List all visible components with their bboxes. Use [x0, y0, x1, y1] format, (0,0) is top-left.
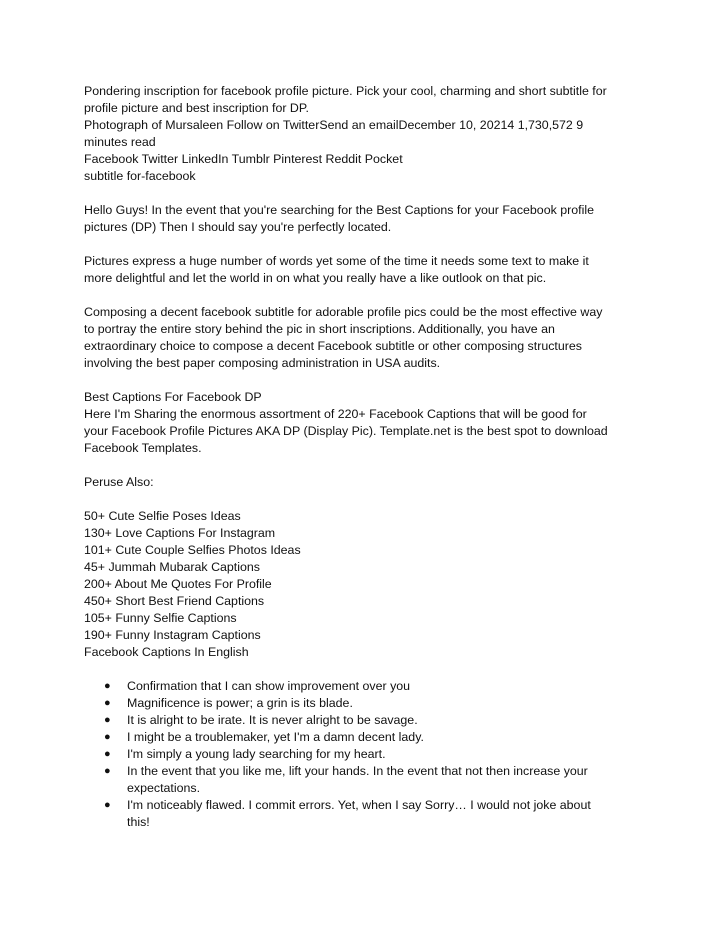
paragraph-line: your Facebook Profile Pictures AKA DP (Display Pic). Template.net is the best spot to download [84, 424, 608, 438]
paragraph-pictures [84, 253, 644, 287]
bullet-item [84, 763, 644, 797]
intro-line: Pondering inscription for facebook profile picture. Pick your cool, charming and short subtitle for [84, 84, 607, 98]
paragraph-composing [84, 304, 644, 372]
related-link: 450+ Short Best Friend Captions [84, 594, 265, 608]
paragraph-gap [84, 457, 644, 474]
related-link: 101+ Cute Couple Selfies Photos Ideas [84, 543, 301, 557]
peruse-also-heading-block [84, 474, 644, 491]
bullet-text: I'm noticeably flawed. I commit errors. Yet, when I say Sorry… I would not joke about [127, 798, 591, 812]
related-link: Facebook Captions In English [84, 645, 249, 659]
intro-line: subtitle for-facebook [84, 169, 196, 183]
bullet-icon: ● [104, 731, 111, 743]
paragraph-line: Hello Guys! In the event that you're searching for the Best Captions for your Facebook profile [84, 203, 594, 217]
paragraph-line: Pictures express a huge number of words yet some of the time it needs some text to make it [84, 254, 589, 268]
intro-line: profile picture and best inscription for DP. [84, 101, 309, 115]
bullet-item [84, 712, 644, 729]
document-page [84, 83, 644, 831]
bullet-text: Confirmation that I can show improvement over you [127, 679, 411, 693]
intro-line: Facebook Twitter LinkedIn Tumblr Pinterest Reddit Pocket [84, 152, 403, 166]
paragraph-line: extraordinary choice to compose a decent Facebook subtitle or other composing structures [84, 339, 582, 353]
bullet-icon: ● [104, 697, 111, 709]
bullet-item [84, 678, 644, 695]
paragraph-line: more delightful and let the world in on what you really have a like outlook on that pic. [84, 271, 547, 285]
paragraph-gap [84, 185, 644, 202]
related-link: 130+ Love Captions For Instagram [84, 526, 276, 540]
bullet-text-continued: this! [127, 815, 150, 829]
paragraph-gap [84, 236, 644, 253]
paragraph-line: Composing a decent facebook subtitle for adorable profile pics could be the most effective way [84, 305, 603, 319]
bullet-text: I might be a troublemaker, yet I'm a damn decent lady. [127, 730, 424, 744]
paragraph-best-captions [84, 389, 644, 457]
section-heading: Best Captions For Facebook DP [84, 390, 262, 404]
intro-line: Photograph of Mursaleen Follow on TwitterSend an emailDecember 10, 20214 1,730,572 9 [84, 118, 584, 132]
paragraph-gap [84, 287, 644, 304]
caption-bullet-list [84, 678, 644, 831]
bullet-text-continued: expectations. [127, 781, 201, 795]
intro-line: minutes read [84, 135, 156, 149]
bullet-item [84, 729, 644, 746]
bullet-icon: ● [104, 714, 111, 726]
paragraph-gap [84, 372, 644, 389]
bullet-text: In the event that you like me, lift your hands. In the event that not then increase your [127, 764, 588, 778]
paragraph-line: Here I'm Sharing the enormous assortment of 220+ Facebook Captions that will be good for [84, 407, 587, 421]
paragraph-line: Facebook Templates. [84, 441, 202, 455]
paragraph-line: to portray the entire story behind the pic in short inscriptions. Additionally, you have an [84, 322, 555, 336]
bullet-item [84, 797, 644, 831]
bullet-icon: ● [104, 748, 111, 760]
related-link: 200+ About Me Quotes For Profile [84, 577, 272, 591]
paragraph-line: pictures (DP) Then I should say you're perfectly located. [84, 220, 392, 234]
intro-block [84, 83, 644, 185]
bullet-item [84, 695, 644, 712]
bullet-text: Magnificence is power; a grin is its blade. [127, 696, 353, 710]
bullet-text: I'm simply a young lady searching for my heart. [127, 747, 386, 761]
related-link: 45+ Jummah Mubarak Captions [84, 560, 260, 574]
bullet-icon: ● [104, 765, 111, 777]
paragraph-gap [84, 491, 644, 508]
bullet-text: It is alright to be irate. It is never alright to be savage. [127, 713, 418, 727]
bullet-icon: ● [104, 680, 111, 692]
related-link: 50+ Cute Selfie Poses Ideas [84, 509, 241, 523]
bullet-item [84, 746, 644, 763]
related-link: 105+ Funny Selfie Captions [84, 611, 237, 625]
paragraph-greeting [84, 202, 644, 236]
related-link: 190+ Funny Instagram Captions [84, 628, 261, 642]
paragraph-line: involving the best paper composing administration in USA audits. [84, 356, 441, 370]
related-links-list [84, 508, 644, 661]
bullet-icon: ● [104, 799, 111, 811]
paragraph-gap [84, 661, 644, 678]
peruse-also-heading: Peruse Also: [84, 475, 154, 489]
